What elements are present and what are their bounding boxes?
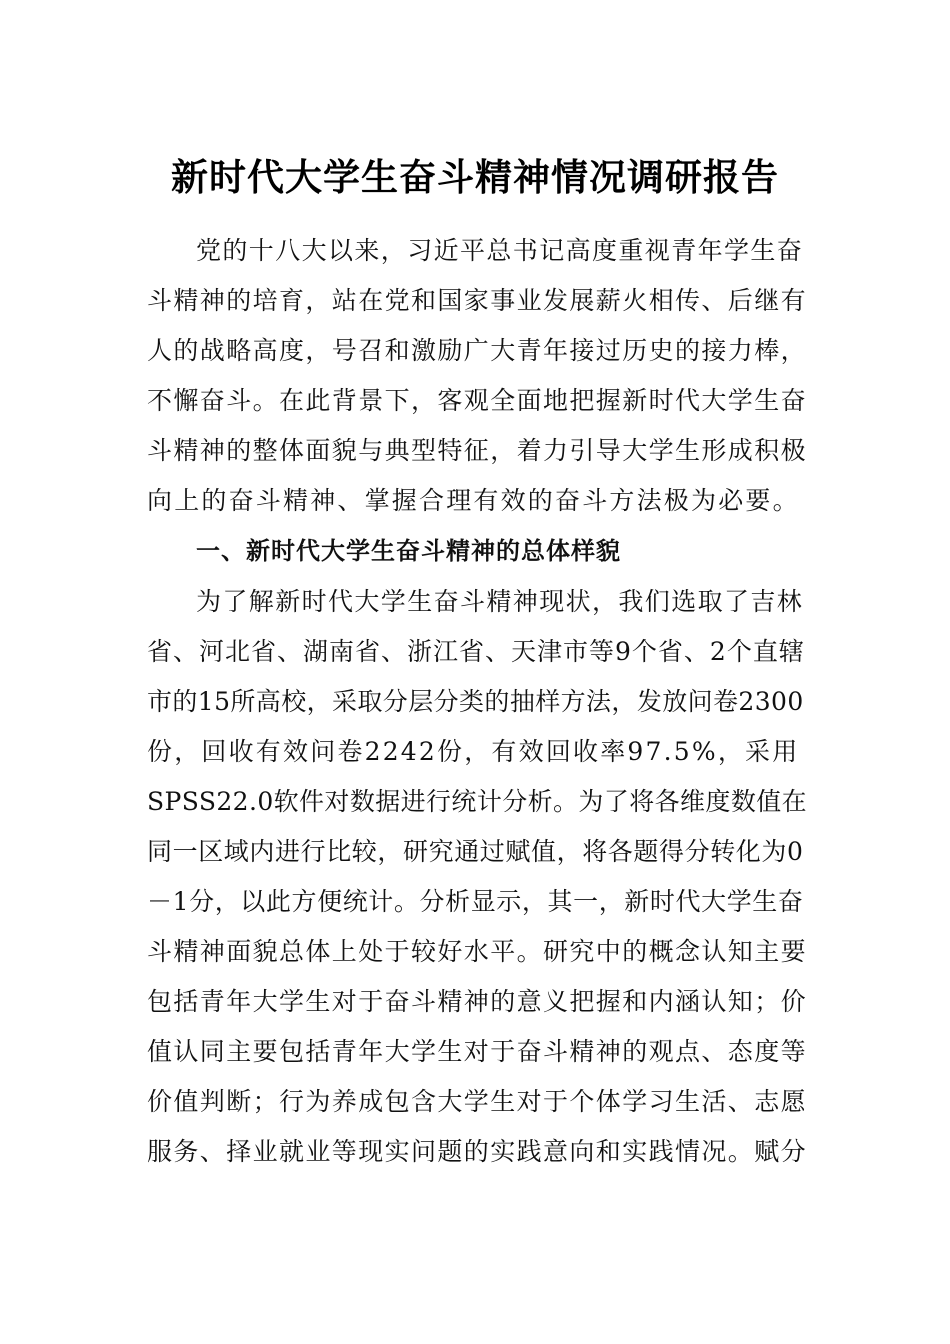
paragraph-line: 斗精神面貌总体上处于较好水平。研究中的概念认知主要 [147,937,808,966]
paragraph-line: 服务、择业就业等现实问题的实践意向和实践情况。赋分 [147,1137,808,1166]
paragraph-line: 党的十八大以来，习近平总书记高度重视青年学生奋 [196,236,804,265]
paragraph-line: 不懈奋斗。在此背景下，客观全面地把握新时代大学生奋 [147,386,808,415]
paragraph-line: 同一区域内进行比较，研究通过赋值，将各题得分转化为0 [147,837,804,866]
paragraph-line: 向上的奋斗精神、掌握合理有效的奋斗方法极为必要。 [147,486,800,515]
paragraph-line: SPSS22.0软件对数据进行统计分析。为了将各维度数值在 [147,787,808,816]
paragraph-line: 为了解新时代大学生奋斗精神现状，我们选取了吉林 [196,587,804,616]
paragraph-line: 斗精神的培育，站在党和国家事业发展薪火相传、后继有 [147,286,808,315]
section-heading: 一、新时代大学生奋斗精神的总体样貌 [196,537,621,565]
paragraph-line: 斗精神的整体面貌与典型特征，着力引导大学生形成积极 [147,436,808,465]
paragraph-line: 价值判断；行为养成包含大学生对于个体学习生活、志愿 [147,1087,808,1116]
paragraph-line: 包括青年大学生对于奋斗精神的意义把握和内涵认知；价 [147,987,808,1016]
paragraph-line: 市的15所高校，采取分层分类的抽样方法，发放问卷2300 [147,687,804,716]
paragraph-line: 份，回收有效问卷2242份，有效回收率97.5%，采用 [147,737,800,766]
paragraph-line: －1分，以此方便统计。分析显示，其一，新时代大学生奋 [147,887,804,916]
paragraph-line: 省、河北省、湖南省、浙江省、天津市等9个省、2个直辖 [147,637,805,666]
document-title: 新时代大学生奋斗精神情况调研报告 [171,156,779,199]
paragraph-line: 值认同主要包括青年大学生对于奋斗精神的观点、态度等 [147,1037,808,1066]
paragraph-line: 人的战略高度，号召和激励广大青年接过历史的接力棒， [147,336,808,365]
